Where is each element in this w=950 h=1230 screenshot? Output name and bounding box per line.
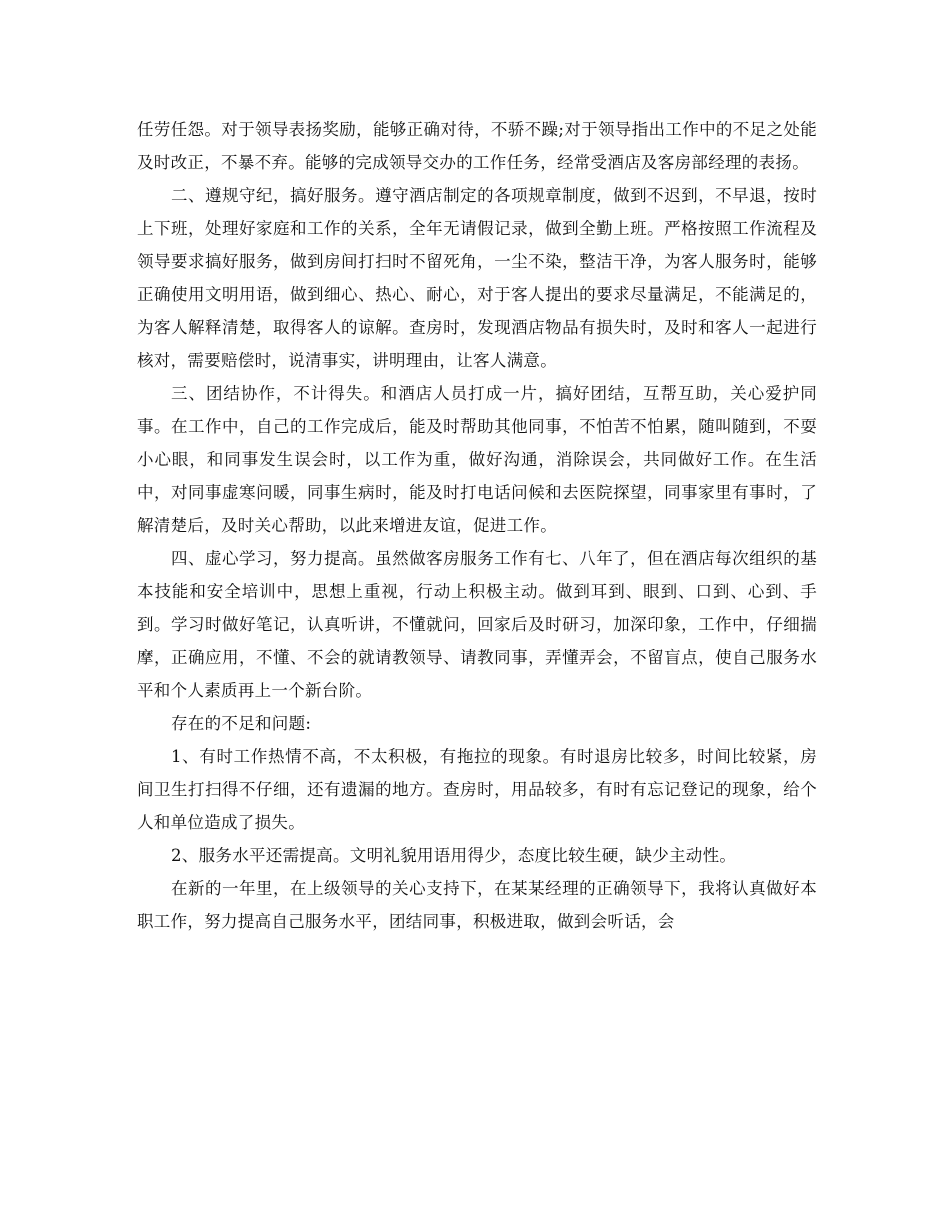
paragraph-3: 三、团结协作，不计得失。和酒店人员打成一片，搞好团结，互帮互助，关心爱护同事。在工作中，自己的工作完成后，能及时帮助其他同事，不怕苦不怕累，随叫随到，不耍小心眼，和同事发生误会时，以工作为重，做好沟通，消除误会，共同做好工作。在生活中，对同事虚寒问暖，同事生病时，能及时打电话问候和去医院探望，同事家里有事时，了解清楚后，及时关心帮助，以此来增进友谊，促进工作。 <box>137 384 817 535</box>
paragraph-7: 2、服务水平还需提高。文明礼貌用语用得少，态度比较生硬，缺少主动性。 <box>171 846 737 865</box>
paragraph-6: 1、有时工作热情不高，不太积极，有拖拉的现象。有时退房比较多，时间比较紧，房间卫生打扫得不仔细，还有遗漏的地方。查房时，用品较多，有时有忘记登记的现象，给个人和单位造成了损失。 <box>137 747 817 832</box>
paragraph-8: 在新的一年里，在上级领导的关心支持下，在某某经理的正确领导下，我将认真做好本职工作，努力提高自己服务水平，团结同事，积极进取，做到会听话，会 <box>137 879 817 931</box>
document-body <box>137 113 817 938</box>
paragraph-1: 任劳任怨。对于领导表扬奖励，能够正确对待，不骄不躁;对于领导指出工作中的不足之处能及时改正，不暴不弃。能够的完成领导交办的工作任务，经常受酒店及客房部经理的表扬。 <box>137 120 817 172</box>
paragraph-4: 四、虚心学习，努力提高。虽然做客房服务工作有七、八年了，但在酒店每次组织的基本技能和安全培训中，思想上重视，行动上积极主动。做到耳到、眼到、口到、心到、手到。学习时做好笔记，认真听讲，不懂就问，回家后及时研习，加深印象，工作中，仔细揣摩，正确应用，不懂、不会的就请教领导、请教同事，弄懂弄会，不留盲点，使自己服务水平和个人素质再上一个新台阶。 <box>137 549 817 700</box>
paragraph-2: 二、遵规守纪，搞好服务。遵守酒店制定的各项规章制度，做到不迟到，不早退，按时上下班，处理好家庭和工作的关系，全年无请假记录，做到全勤上班。严格按照工作流程及领导要求搞好服务，做到房间打扫时不留死角，一尘不染，整洁干净，为客人服务时，能够正确使用文明用语，做到细心、热心、耐心，对于客人提出的要求尽量满足，不能满足的，为客人解释清楚，取得客人的谅解。查房时，发现酒店物品有损失时，及时和客人一起进行核对，需要赔偿时，说清事实，讲明理由，让客人满意。 <box>137 186 817 370</box>
paragraph-5: 存在的不足和问题: <box>171 714 312 733</box>
